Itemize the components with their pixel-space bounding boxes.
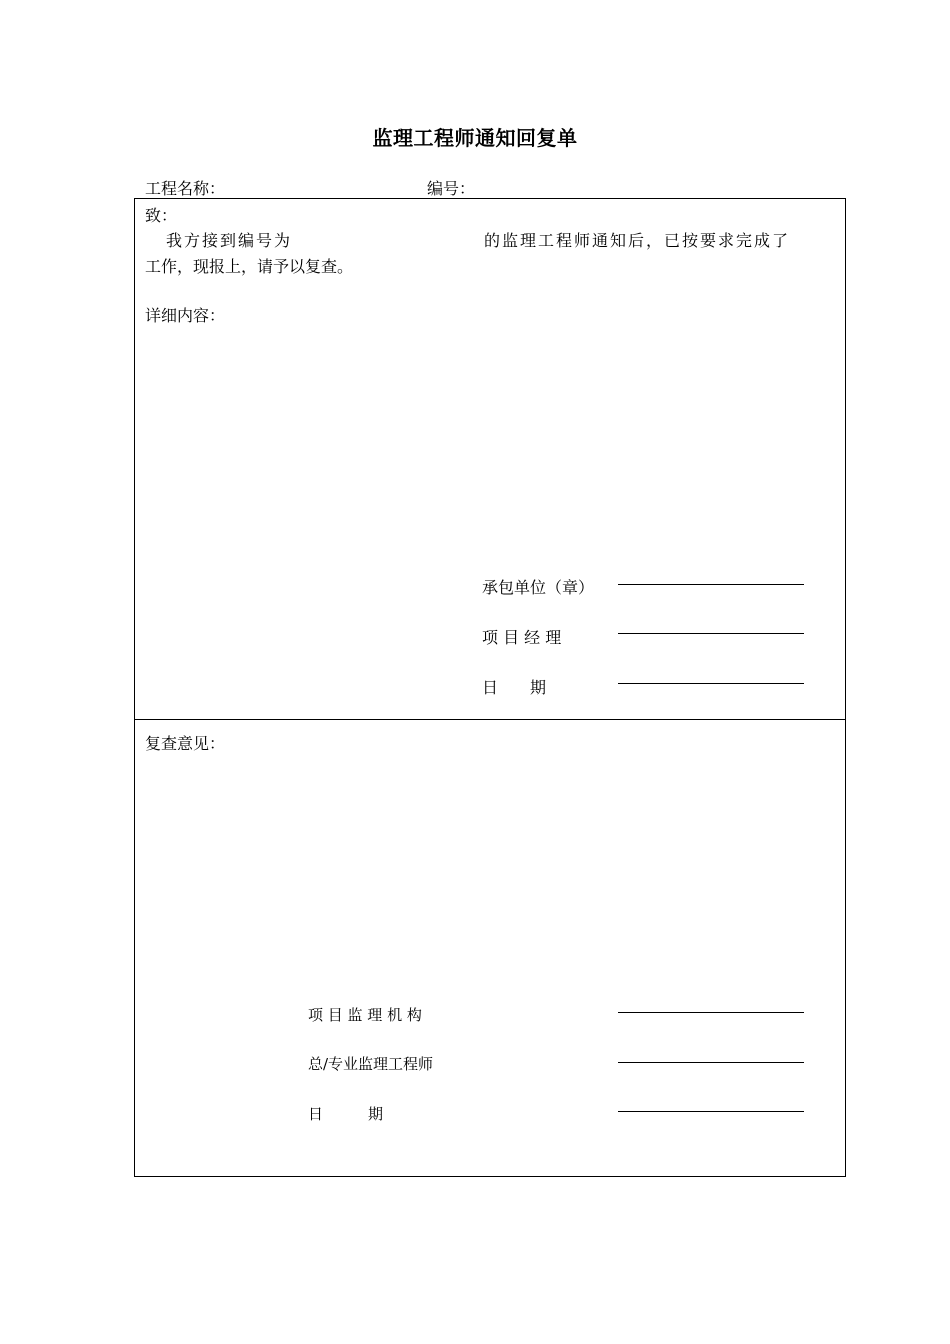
to-label: 致： [145, 206, 178, 225]
project-manager-label: 项 目 经 理 [482, 628, 562, 647]
supervision-org-label: 项 目 监 理 机 构 [308, 1006, 422, 1024]
number-label: 编号： [427, 179, 476, 198]
project-manager-signature-line [618, 633, 804, 634]
body-text-part2: 的监理工程师通知后，已按要求完成了 [484, 231, 791, 250]
review-date-label: 日 期 [308, 1105, 384, 1123]
section-divider [134, 719, 846, 720]
chief-engineer-signature-line [618, 1062, 804, 1063]
page-title: 监理工程师通知回复单 [372, 126, 578, 150]
review-date-line [618, 1111, 804, 1112]
contractor-unit-signature-line [618, 584, 804, 585]
contractor-unit-label: 承包单位（章） [482, 578, 595, 597]
contractor-date-line [618, 683, 804, 684]
supervision-org-signature-line [618, 1012, 804, 1013]
details-label: 详细内容： [145, 306, 226, 325]
review-opinion-label: 复查意见： [145, 734, 226, 753]
chief-engineer-label: 总/专业监理工程师 [308, 1055, 434, 1073]
contractor-date-label: 日 期 [482, 678, 547, 697]
body-text-line2: 工作，现报上，请予以复查。 [145, 257, 354, 276]
project-name-label: 工程名称： [145, 179, 226, 198]
body-text-part1: 我方接到编号为 [166, 231, 293, 250]
